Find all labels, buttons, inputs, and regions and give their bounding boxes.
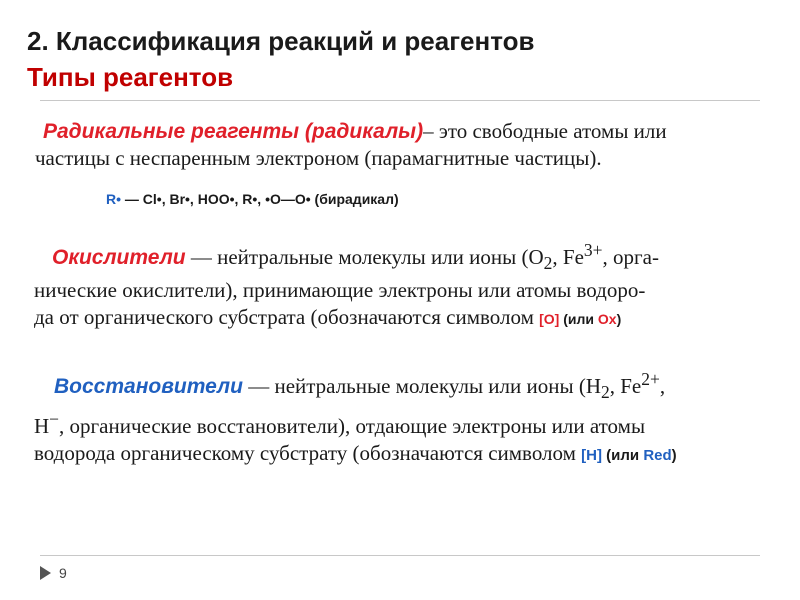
oxidizers-line-1 [34, 237, 774, 277]
radicals-paragraph [35, 118, 763, 172]
reducers-line-3 [34, 440, 786, 469]
reducers-term: Восстановители [54, 375, 243, 398]
radicals-line-1-text: – это свободные атомы или [423, 119, 667, 143]
oxidizers-paragraph [34, 237, 774, 333]
reducers-paragraph [34, 366, 786, 469]
oxidizer-symbol: [O] [539, 311, 560, 328]
oxidizers-text-b: , Fe [552, 245, 584, 269]
radicals-formula [106, 191, 399, 207]
bottom-divider [40, 555, 760, 556]
radicals-line-1 [35, 118, 763, 145]
fe3-superscript: 3+ [583, 240, 603, 260]
reducers-line-2-text: , органические восстановители), отдающие электроны или атомы [59, 414, 646, 439]
oxidizers-text-a: — нейтральные молекулы или ионы (O [185, 245, 544, 269]
top-divider [40, 100, 760, 101]
reducers-text-b: , Fe [609, 374, 642, 398]
oxidizer-or-close: ) [616, 311, 622, 328]
reducers-text-a: — нейтральные молекулы или ионы (H [242, 374, 601, 398]
oxidizers-line-2: нические окислители), принимающие электроны или атомы водоро- [34, 278, 646, 303]
reducers-line-2 [34, 406, 786, 440]
reducer-symbol: [H] [581, 447, 602, 465]
oxidizers-text-c: , орга- [602, 245, 659, 269]
slide-nav [40, 565, 67, 581]
oxidizer-alt-symbol: Ox [597, 311, 617, 328]
reducers-line-1 [34, 366, 786, 406]
radical-symbol: R• [106, 191, 122, 207]
slide-title: 2. Классификация реакций и реагентов [27, 26, 535, 56]
reducers-line-3-text: водорода органическому субстрату (обозначаются символом [34, 441, 582, 466]
oxidizer-or-open: (или [559, 311, 598, 328]
radicals-formula-text: — Cl•, Br•, HOO•, R•, •O—O• (бирадикал) [121, 191, 399, 207]
reducers-text-c: , [659, 374, 666, 398]
page-number: 9 [59, 565, 67, 581]
radicals-line-2: частицы с неспаренным электроном (парамагнитные частицы). [35, 146, 602, 170]
reducer-or-open: (или [602, 447, 644, 465]
slide-subtitle: Типы реагентов [27, 62, 234, 92]
reducer-or-close: ) [671, 447, 677, 465]
radicals-term: Радикальные реагенты (радикалы) [43, 120, 424, 143]
reducer-alt-symbol: Red [643, 447, 672, 465]
oxidizers-term: Окислители [52, 246, 186, 269]
play-triangle-icon[interactable] [40, 566, 51, 580]
h2-subscript: 2 [601, 382, 610, 403]
fe2-superscript: 2+ [641, 369, 660, 389]
oxidizers-line-3-text: да от органического субстрата (обозначаются символом [34, 305, 540, 330]
hydride-superscript: − [49, 409, 60, 430]
hydride-symbol: H [34, 414, 50, 439]
o2-subscript: 2 [543, 253, 553, 274]
oxidizers-line-3 [34, 304, 774, 333]
